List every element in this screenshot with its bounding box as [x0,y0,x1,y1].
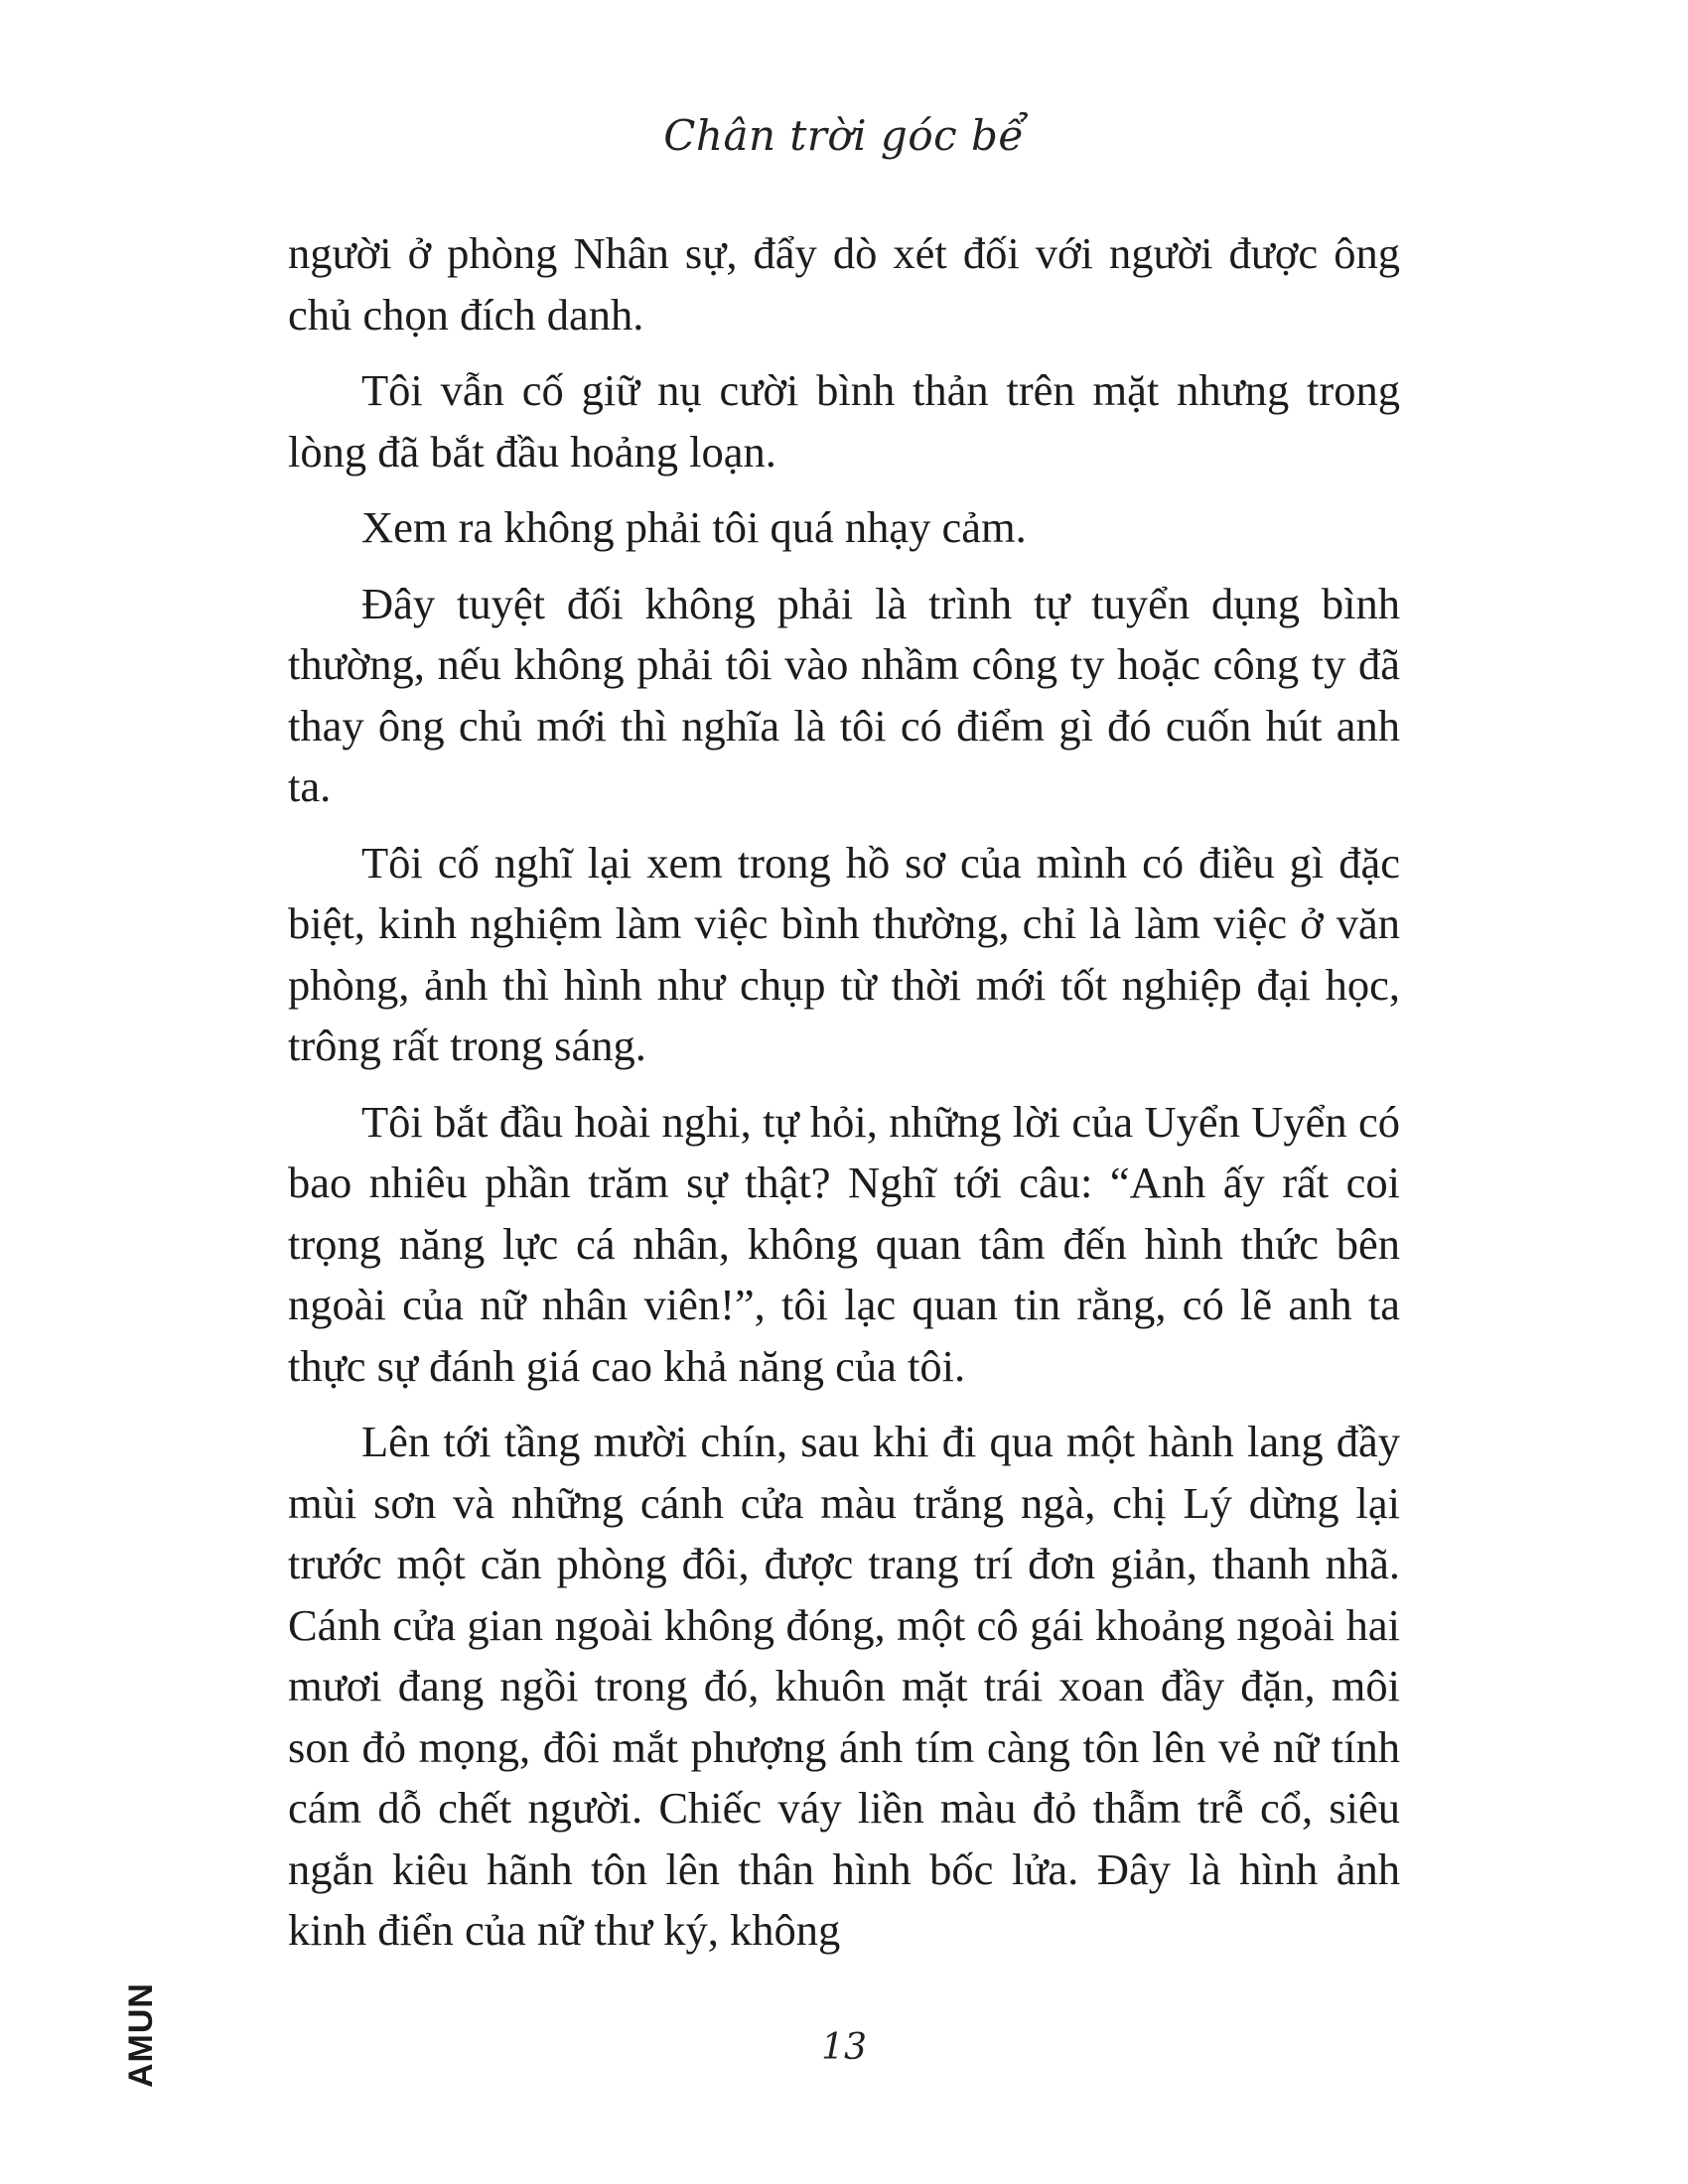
paragraph-6: Tôi bắt đầu hoài nghi, tự hỏi, những lời của Uyển Uyển có bao nhiêu phần trăm sự thật? Nghĩ tới câu: “Anh ấy rất coi trọng năng lực cá nhân, không quan tâm đến hình thức bên ngoài của nữ nhân viên!”, tôi lạc quan tin rằng, có lẽ anh ta thực sự đánh giá cao khả năng của tôi. [288,1096,1400,1391]
paragraph-7: Lên tới tầng mười chín, sau khi đi qua một hành lang đầy mùi sơn và những cánh cửa màu trắng ngà, chị Lý dừng lại trước một căn phòng đôi, được trang trí đơn giản, thanh nhã. Cánh cửa gian ngoài không đóng, một cô gái khoảng ngoài hai mươi đang ngồi trong đó, khuôn mặt trái xoan đầy đặn, môi son đỏ mọng, đôi mắt phượng ánh tím càng tôn lên vẻ nữ tính cám dỗ chết người. Chiếc váy liền màu đỏ thẫm trễ cổ, siêu ngắn kiêu hãnh tôn lên thân hình bốc lửa. Đây là hình ảnh kinh điển của nữ thư ký, không [288,1417,1400,1955]
paragraph-2: Tôi vẫn cố giữ nụ cười bình thản trên mặt nhưng trong lòng đã bắt đầu hoảng loạn. [288,365,1400,477]
page-number: 13 [821,2027,867,2068]
paragraph-3: Xem ra không phải tôi quá nhạy cảm. [361,502,1027,552]
page-body-text [288,223,1400,1977]
paragraph-4: Đây tuyệt đối không phải là trình tự tuyển dụng bình thường, nếu không phải tôi vào nhầm công ty hoặc công ty đã thay ông chủ mới thì nghĩa là tôi có điểm gì đó cuốn hút anh ta. [288,578,1400,811]
paragraph-1: người ở phòng Nhân sự, đẩy dò xét đối với người được ông chủ chọn đích danh. [288,228,1400,340]
paragraph-5: Tôi cố nghĩ lại xem trong hồ sơ của mình có điều gì đặc biệt, kinh nghiệm làm việc bình thường, chỉ là làm việc ở văn phòng, ảnh thì hình như chụp từ thời mới tốt nghiệp đại học, trông rất trong sáng. [288,837,1400,1070]
running-header-title: Chân trời góc bể [663,111,1025,160]
svg-text:AMUN: AMUN [122,1982,160,2088]
publisher-logo [121,1961,161,2090]
